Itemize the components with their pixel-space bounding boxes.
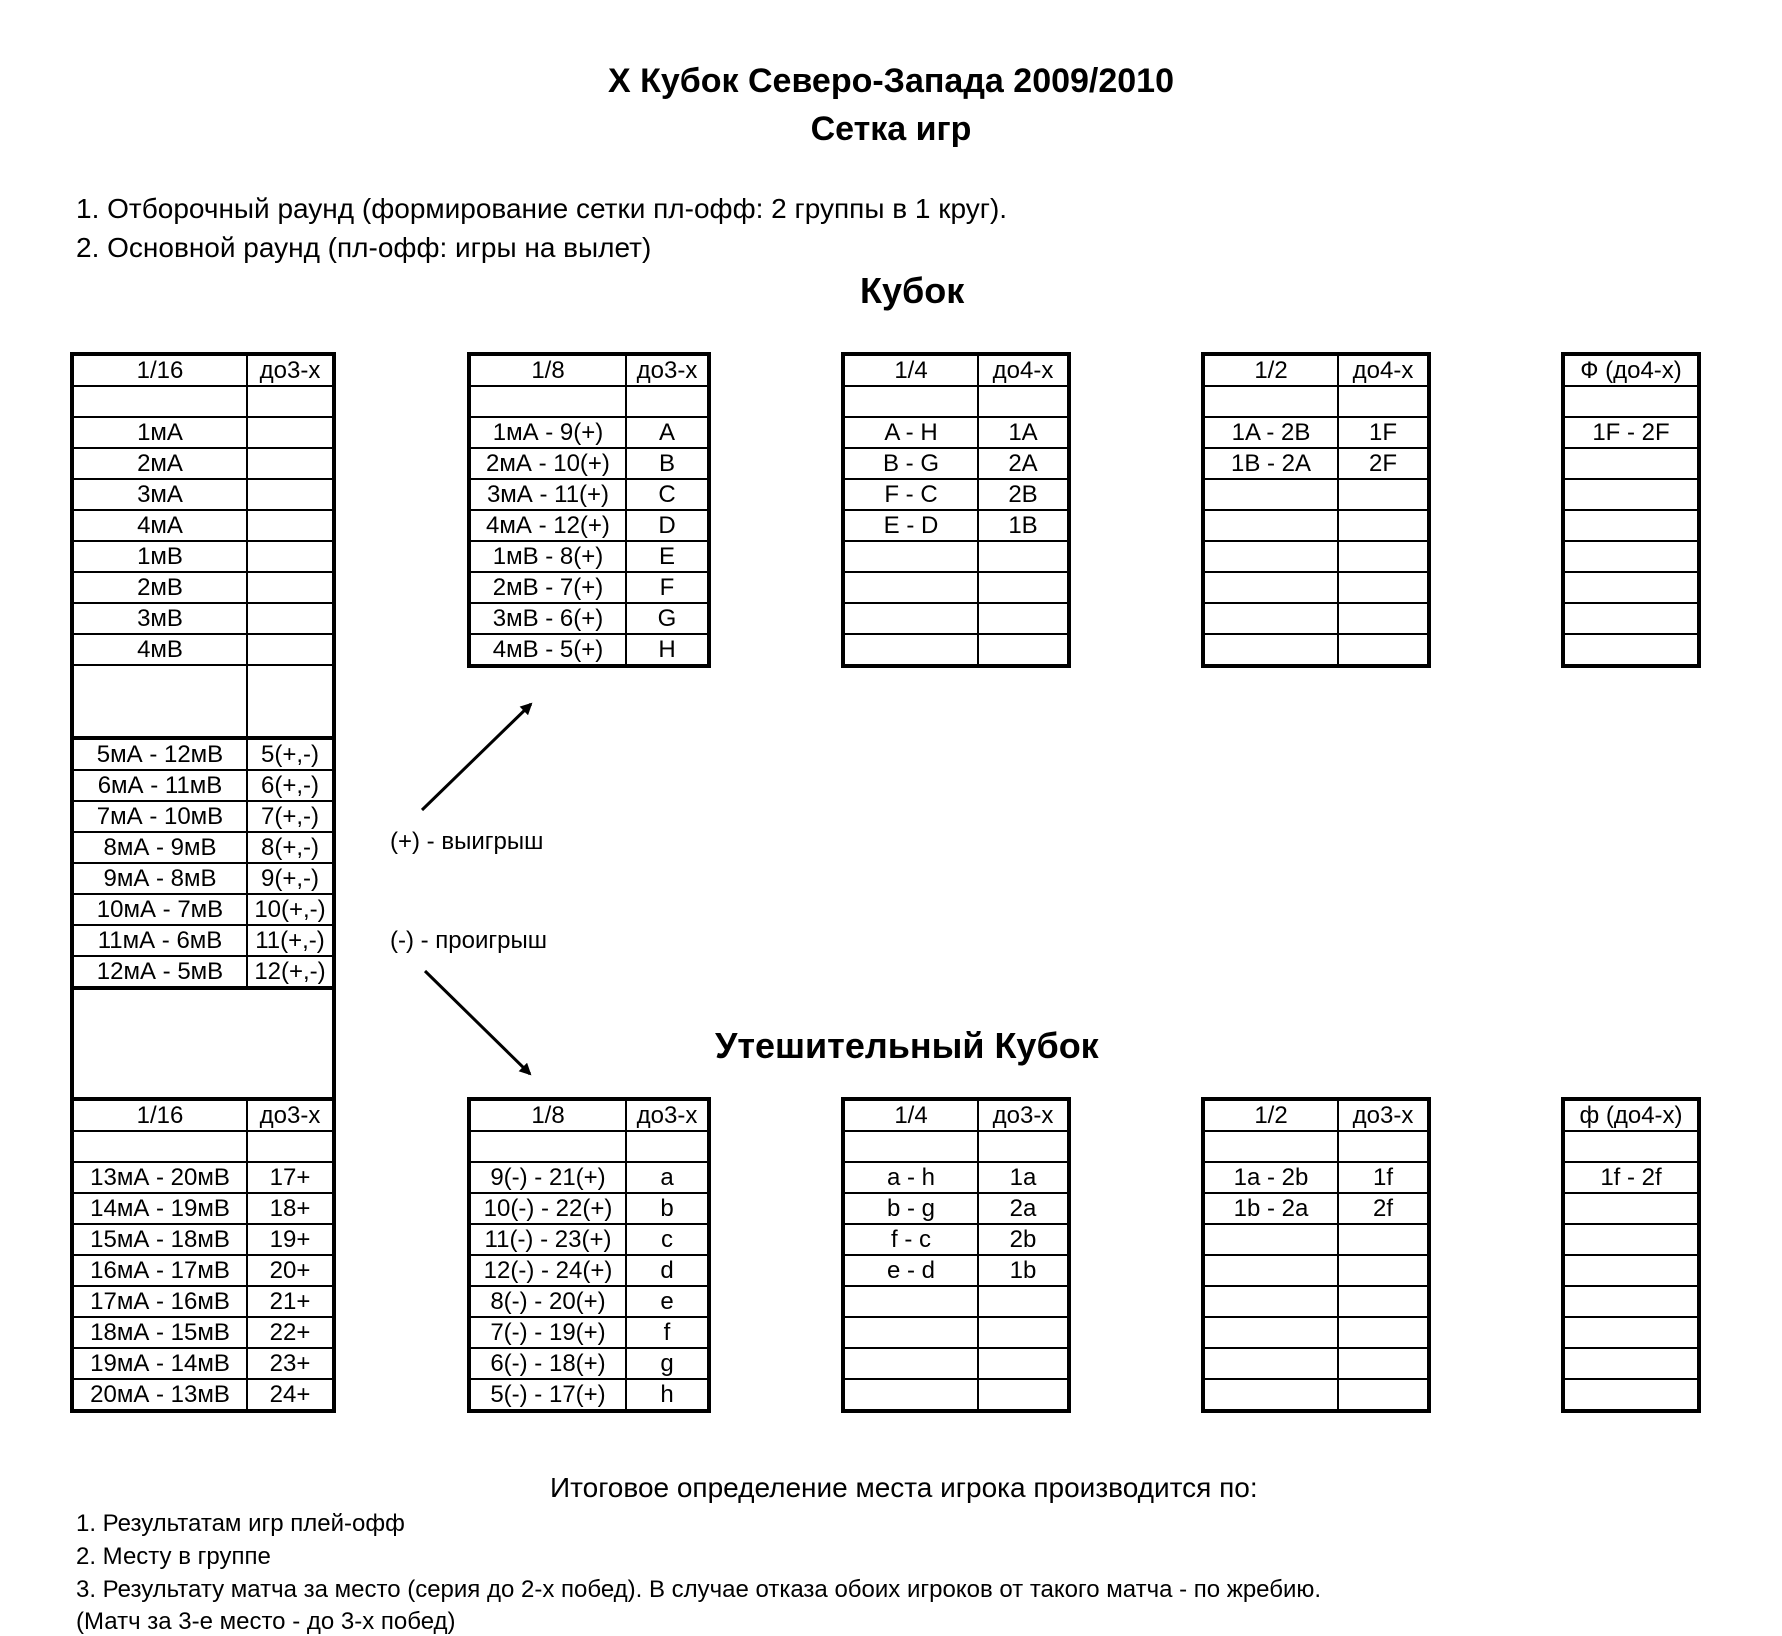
seed-cell: 4мА — [72, 510, 247, 541]
match-cell: 1мА - 9(+) — [469, 417, 626, 448]
cup-heading: Кубок — [860, 270, 965, 311]
column-header: до3-х — [1338, 1099, 1429, 1131]
match-cell: 9(-) - 21(+) — [469, 1162, 626, 1193]
result-cell: 21+ — [247, 1286, 334, 1317]
column-header: 1/4 — [894, 1102, 928, 1129]
result-cell: H — [626, 634, 709, 666]
column-header: 1/4 — [894, 357, 928, 384]
match-cell: 15мА - 18мВ — [72, 1224, 247, 1255]
match-cell: 3мВ - 6(+) — [469, 603, 626, 634]
match-cell: 10мА - 7мВ — [72, 894, 247, 925]
result-cell: 2A — [978, 448, 1069, 479]
legend-win: (+) - выигрыш — [390, 828, 544, 855]
column-header: до3-х — [626, 354, 709, 386]
match-cell: 1A - 2B — [1203, 417, 1338, 448]
match-cell: a - h — [843, 1162, 978, 1193]
seed-cell: 1мА — [72, 417, 247, 448]
seed-cell: 2мВ — [72, 572, 247, 603]
result-cell: 6(+,-) — [247, 770, 334, 801]
result-cell: c — [626, 1224, 709, 1255]
column-header: до4-х — [978, 354, 1069, 386]
column-header: до3-х — [978, 1099, 1069, 1131]
match-cell: 19мА - 14мВ — [72, 1348, 247, 1379]
result-cell: 2b — [978, 1224, 1069, 1255]
match-cell: 5мА - 12мВ — [72, 738, 247, 770]
match-cell: 2мА - 10(+) — [469, 448, 626, 479]
column-header: 1/2 — [1254, 357, 1288, 384]
result-cell: C — [626, 479, 709, 510]
result-cell: A — [626, 417, 709, 448]
result-cell: 22+ — [247, 1317, 334, 1348]
result-cell: f — [626, 1317, 709, 1348]
result-cell: 8(+,-) — [247, 832, 334, 863]
result-cell: F — [626, 572, 709, 603]
result-cell: 11(+,-) — [247, 925, 334, 956]
result-cell: 23+ — [247, 1348, 334, 1379]
result-cell: d — [626, 1255, 709, 1286]
match-cell: 1F - 2F — [1563, 417, 1699, 448]
column-header: 1/16 — [136, 1102, 184, 1129]
result-cell: e — [626, 1286, 709, 1317]
column-header: до3-х — [247, 354, 334, 386]
match-cell: E - D — [843, 510, 978, 541]
result-cell: 1b — [978, 1255, 1069, 1286]
result-cell: 12(+,-) — [247, 956, 334, 988]
match-cell: B - G — [843, 448, 978, 479]
result-cell: 1B — [978, 510, 1069, 541]
match-cell: 1f - 2f — [1563, 1162, 1699, 1193]
column-header: 1/16 — [136, 357, 184, 384]
match-cell: 16мА - 17мВ — [72, 1255, 247, 1286]
arrow-to-consolation — [425, 971, 530, 1074]
result-cell: 1A — [978, 417, 1069, 448]
legend-loss: (-) - проигрыш — [390, 927, 548, 954]
page-subtitle: Сетка игр — [810, 110, 972, 148]
result-cell: 1f — [1338, 1162, 1429, 1193]
match-cell: 1a - 2b — [1203, 1162, 1338, 1193]
result-cell: 2a — [978, 1193, 1069, 1224]
match-cell: 13мА - 20мВ — [72, 1162, 247, 1193]
match-cell: 5(-) - 17(+) — [469, 1379, 626, 1411]
result-cell: 2f — [1338, 1193, 1429, 1224]
result-cell: g — [626, 1348, 709, 1379]
match-cell: 4мА - 12(+) — [469, 510, 626, 541]
footer-item-2: 2. Месту в группе — [76, 1543, 271, 1570]
match-cell: 11(-) - 23(+) — [469, 1224, 626, 1255]
column-header: до4-х — [1338, 354, 1429, 386]
result-cell: h — [626, 1379, 709, 1411]
match-cell: 12мА - 5мВ — [72, 956, 247, 988]
column-header: 1/8 — [531, 1102, 565, 1129]
result-cell: 10(+,-) — [247, 894, 334, 925]
match-cell: 7мА - 10мВ — [72, 801, 247, 832]
result-cell: b — [626, 1193, 709, 1224]
intro-line-1: 1. Отборочный раунд (формирование сетки пл-офф: 2 группы в 1 круг). — [76, 193, 1008, 224]
footer-item-4: (Матч за 3-е место - до 3-х побед) — [76, 1608, 456, 1635]
result-cell: 1F — [1338, 417, 1429, 448]
seed-cell: 4мВ — [72, 634, 247, 665]
footer-heading: Итоговое определение места игрока производится по: — [550, 1472, 1258, 1503]
result-cell: 5(+,-) — [247, 738, 334, 770]
match-cell: e - d — [843, 1255, 978, 1286]
match-cell: 6мА - 11мВ — [72, 770, 247, 801]
seed-cell: 3мА — [72, 479, 247, 510]
match-cell: 9мА - 8мВ — [72, 863, 247, 894]
match-cell: f - c — [843, 1224, 978, 1255]
result-cell: E — [626, 541, 709, 572]
result-cell: B — [626, 448, 709, 479]
result-cell: 20+ — [247, 1255, 334, 1286]
match-cell: 7(-) - 19(+) — [469, 1317, 626, 1348]
result-cell: 9(+,-) — [247, 863, 334, 894]
result-cell: 18+ — [247, 1193, 334, 1224]
match-cell: 4мВ - 5(+) — [469, 634, 626, 666]
result-cell: a — [626, 1162, 709, 1193]
match-cell: 1мВ - 8(+) — [469, 541, 626, 572]
column-header: Ф (до4-х) — [1580, 357, 1682, 384]
intro-line-2: 2. Основной раунд (пл-офф: игры на вылет) — [76, 232, 652, 263]
column-header: 1/8 — [531, 357, 565, 384]
match-cell: 17мА - 16мВ — [72, 1286, 247, 1317]
match-cell: 1b - 2a — [1203, 1193, 1338, 1224]
match-cell: 11мА - 6мВ — [72, 925, 247, 956]
seed-cell: 2мА — [72, 448, 247, 479]
seed-cell: 3мВ — [72, 603, 247, 634]
match-cell: 18мА - 15мВ — [72, 1317, 247, 1348]
result-cell: 2F — [1338, 448, 1429, 479]
consolation-heading: Утешительный Кубок — [715, 1025, 1099, 1066]
match-cell: 6(-) - 18(+) — [469, 1348, 626, 1379]
footer-item-3: 3. Результату матча за место (серия до 2-х побед). В случае отказа обоих игроков от такого матча - по жребию. — [76, 1576, 1322, 1603]
result-cell: 7(+,-) — [247, 801, 334, 832]
result-cell: 19+ — [247, 1224, 334, 1255]
match-cell: b - g — [843, 1193, 978, 1224]
match-cell: 3мА - 11(+) — [469, 479, 626, 510]
column-header: 1/2 — [1254, 1102, 1288, 1129]
match-cell: 10(-) - 22(+) — [469, 1193, 626, 1224]
result-cell: 17+ — [247, 1162, 334, 1193]
page-title: X Кубок Северо-Запада 2009/2010 — [607, 62, 1174, 100]
column-header: ф (до4-х) — [1579, 1102, 1683, 1129]
match-cell: 1B - 2A — [1203, 448, 1338, 479]
match-cell: F - C — [843, 479, 978, 510]
result-cell: 1a — [978, 1162, 1069, 1193]
result-cell: D — [626, 510, 709, 541]
footer-item-1: 1. Результатам игр плей-офф — [76, 1510, 405, 1537]
match-cell: 14мА - 19мВ — [72, 1193, 247, 1224]
column-header: до3-х — [247, 1099, 334, 1131]
column-header: до3-х — [626, 1099, 709, 1131]
match-cell: 2мВ - 7(+) — [469, 572, 626, 603]
match-cell: 20мА - 13мВ — [72, 1379, 247, 1411]
match-cell: 12(-) - 24(+) — [469, 1255, 626, 1286]
seed-cell: 1мВ — [72, 541, 247, 572]
match-cell: 8мА - 9мВ — [72, 832, 247, 863]
result-cell: 2B — [978, 479, 1069, 510]
match-cell: 8(-) - 20(+) — [469, 1286, 626, 1317]
result-cell: 24+ — [247, 1379, 334, 1411]
arrow-to-cup — [422, 704, 531, 810]
match-cell: A - H — [843, 417, 978, 448]
result-cell: G — [626, 603, 709, 634]
